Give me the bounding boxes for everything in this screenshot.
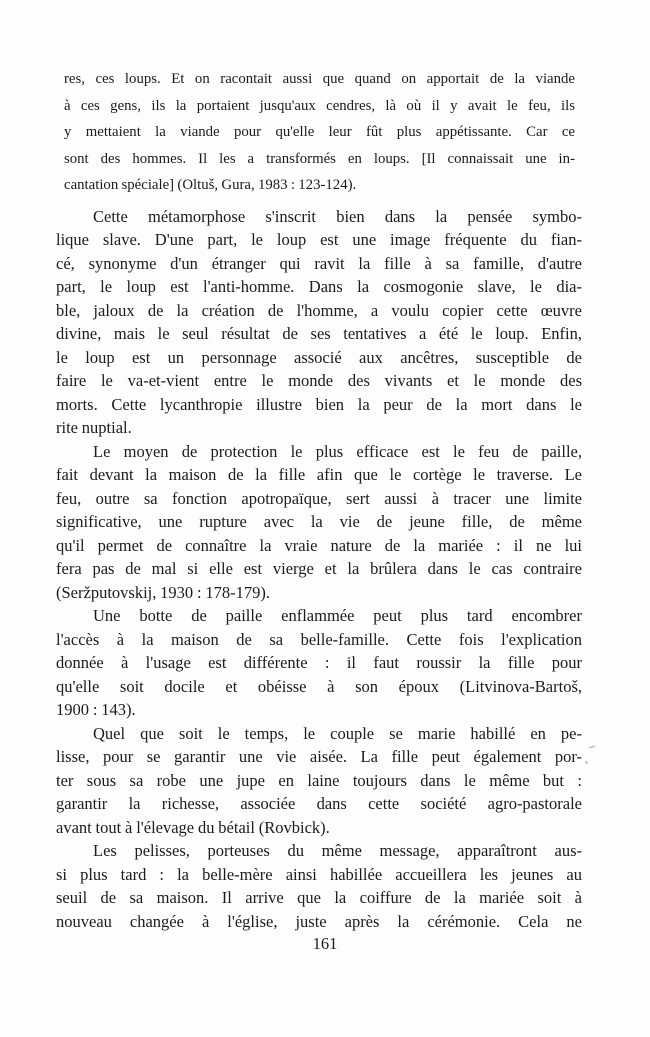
text-line: sont des hommes. Il les a transformés en loups. [Il connaissait une in- — [64, 150, 575, 167]
text-line: qu'il permet de connaître la vraie nature de la mariée : il ne lui — [56, 535, 582, 555]
text-line: Cette métamorphose s'inscrit bien dans la pensée symbo- — [93, 206, 582, 226]
body-text — [56, 205, 582, 934]
text-line: fera pas de mal si elle est vierge et la brûlera dans le cas contraire — [56, 559, 582, 579]
paragraph — [56, 722, 582, 840]
text-line: lisse, pour se garantir une vie aisée. La fille peut également por- — [56, 747, 582, 767]
text-line: divine, mais le seul résultat de ses tentatives a été le loup. Enfin, — [56, 324, 582, 344]
text-line: ble, jaloux de la création de l'homme, a voulu copier cette œuvre — [56, 300, 582, 320]
text-line: cantation spéciale] (Oltuš, Gura, 1983 : 123-124). — [64, 177, 357, 194]
text-line: seuil de sa maison. Il arrive que la coiffure de la mariée soit à — [56, 888, 582, 908]
scan-artifact — [588, 745, 596, 749]
text-line: qu'elle soit docile et obéisse à son époux (Litvinova-Bartoš, — [56, 676, 582, 696]
text-line: ter sous sa robe une jupe en laine toujours dans le même but : — [56, 770, 582, 790]
text-line: res, ces loups. Et on racontait aussi que quand on apportait de la viande — [64, 71, 575, 87]
text-line: (Seržputovskij, 1930 : 178-179). — [56, 582, 271, 602]
text-line: rite nuptial. — [56, 418, 132, 438]
text-line: donnée à l'usage est différente : il faut roussir la fille pour — [56, 653, 582, 673]
text-line: le loup est un personnage associé aux ancêtres, susceptible de — [56, 347, 582, 367]
text-line: Quel que soit le temps, le couple se marie habillé en pe- — [93, 723, 582, 743]
paragraph — [56, 604, 582, 722]
text-line: garantir la richesse, associée dans cette société agro-pastorale — [56, 794, 582, 814]
text-line: l'accès à la maison de sa belle-famille. Cette fois l'explication — [56, 629, 582, 649]
text-line: Le moyen de protection le plus efficace est le feu de paille, — [93, 441, 582, 461]
text-line: feu, outre sa fonction apotropaïque, sert aussi à tracer une limite — [56, 488, 582, 508]
scan-artifact — [585, 761, 588, 764]
text-line: à ces gens, ils la portaient jusqu'aux cendres, là où il y avait le feu, ils — [64, 97, 575, 114]
text-line: 1900 : 143). — [56, 700, 136, 720]
text-line: Une botte de paille enflammée peut plus tard encombrer — [93, 606, 582, 626]
text-line: nouveau changée à l'église, juste après la cérémonie. Cela ne — [56, 911, 582, 931]
text-line: part, le loup est l'anti-homme. Dans la cosmogonie slave, le dia- — [56, 277, 582, 297]
text-line: Les pelisses, porteuses du même message, apparaîtront aus- — [93, 841, 582, 861]
text-line: si plus tard : la belle-mère ainsi habillée accueillera les jeunes au — [56, 864, 582, 884]
text-line: lique slave. D'une part, le loup est une image fréquente du fian- — [56, 230, 582, 250]
text-line: cé, synonyme d'un étranger qui ravit la fille à sa famille, d'autre — [56, 253, 582, 273]
text-line: fait devant la maison de la fille afin que le cortège le traverse. Le — [56, 465, 582, 485]
text-line: y mettaient la viande pour qu'elle leur fût plus appétissante. Car ce — [64, 124, 575, 141]
paragraph — [56, 205, 582, 440]
page-number: 161 — [312, 934, 338, 953]
paragraph — [56, 839, 582, 933]
text-line: avant tout à l'élevage du bétail (Rovbick). — [56, 817, 330, 837]
text-line: faire le va-et-vient entre le monde des vivants et le monde des — [56, 371, 582, 391]
paragraph — [56, 440, 582, 605]
text-line: morts. Cette lycanthropie illustre bien la peur de la mort dans le — [56, 394, 582, 414]
block-quote — [64, 66, 575, 199]
text-line: significative, une rupture avec la vie de jeune fille, de même — [56, 512, 582, 532]
